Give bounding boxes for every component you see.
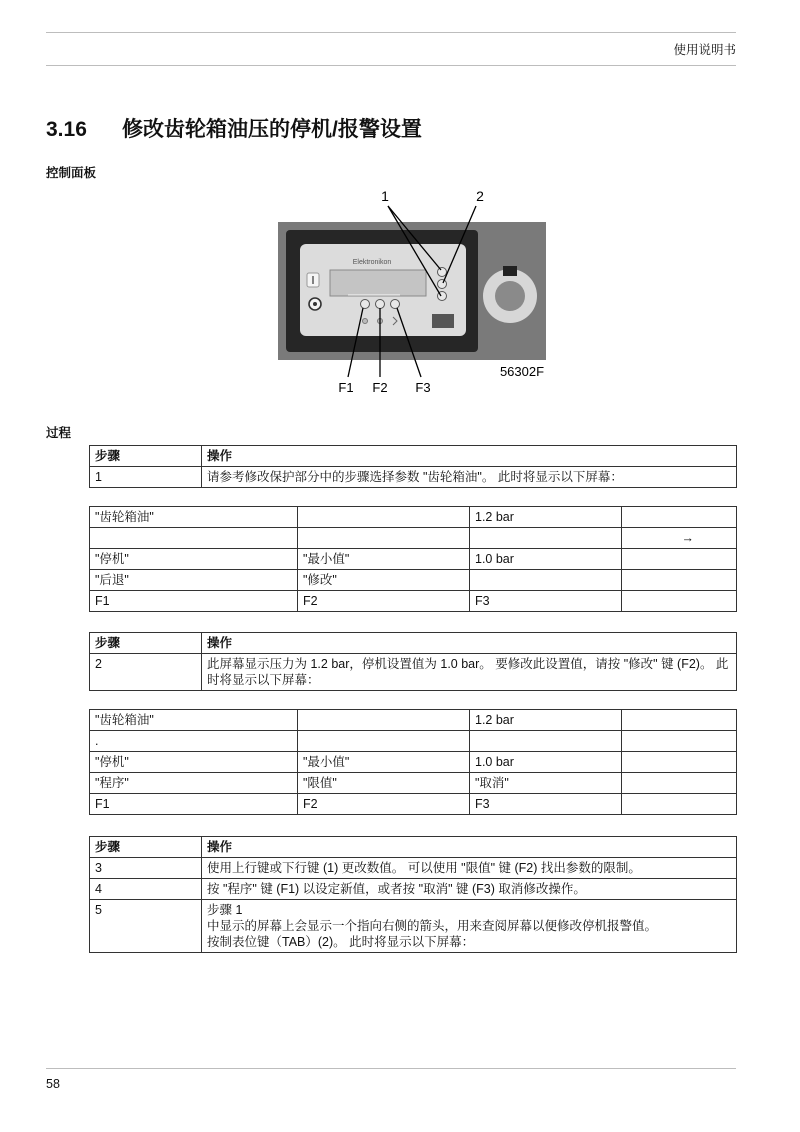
step-number: 4 [90, 879, 202, 900]
control-panel-figure [260, 184, 560, 396]
header-rule-bottom [46, 65, 736, 66]
header-action: 操作 [202, 633, 737, 654]
screen-cell [298, 507, 470, 528]
screen-cell: . [90, 731, 298, 752]
header-rule-top [46, 32, 736, 33]
table-row [90, 858, 737, 879]
f2-label: F2 [372, 380, 388, 395]
callout-1-label: 1 [381, 188, 389, 204]
emergency-stop-button [495, 281, 525, 311]
f1-label: F1 [338, 380, 354, 395]
control-panel-heading: 控制面板 [46, 166, 97, 180]
screen-row [90, 507, 737, 528]
screen-cell: 1.2 bar [470, 710, 622, 731]
screen-cell [622, 752, 737, 773]
table-row [90, 654, 737, 691]
screen-cell [90, 528, 298, 549]
screen-row [90, 773, 737, 794]
screen-cell: F3 [470, 794, 622, 815]
screen-cell: 1.0 bar [470, 752, 622, 773]
screen-cell: F2 [298, 591, 470, 612]
header-action: 操作 [202, 446, 737, 467]
screen-cell [622, 507, 737, 528]
table-row [90, 879, 737, 900]
screen-cell: "最小值" [298, 752, 470, 773]
screen-row [90, 528, 737, 549]
f1-key [361, 300, 370, 309]
section-heading: 修改齿轮箱油压的停机/报警设置 [122, 118, 422, 141]
step-number: 1 [90, 467, 202, 488]
screen-row [90, 752, 737, 773]
table-header-row [90, 633, 737, 654]
step-action-line: 按制表位键（TAB）(2)。 此时将显示以下屏幕： [207, 935, 475, 949]
footer-rule [46, 1068, 736, 1069]
f3-label: F3 [415, 380, 431, 395]
screen-cell: F1 [90, 591, 298, 612]
header-step: 步骤 [90, 446, 202, 467]
screen-cell [622, 710, 737, 731]
step-number: 5 [90, 900, 202, 953]
screen-cell: 1.0 bar [470, 549, 622, 570]
tab-key [438, 280, 447, 289]
screen-row [90, 570, 737, 591]
step-number: 3 [90, 858, 202, 879]
header-step: 步骤 [90, 837, 202, 858]
warning-label [503, 266, 517, 276]
screen-row [90, 591, 737, 612]
step-action-line: 中显示的屏幕上会显示一个指向右侧的箭头，用来查阅屏幕以便修改停机报警值。 [207, 919, 658, 933]
screen-cell [298, 710, 470, 731]
stop-button-core [313, 302, 317, 306]
table-row [90, 467, 737, 488]
table-header-row [90, 837, 737, 858]
screen-cell [622, 773, 737, 794]
step-table-1 [89, 445, 737, 488]
figure-id: 56302F [499, 364, 545, 379]
section-number: 3.16 [46, 118, 87, 141]
step-action: 此屏幕显示压力为 1.2 bar，停机设置值为 1.0 bar。 要修改此设置值，请按 "修改" 键 (F2)。 此时将显示以下屏幕： [202, 654, 737, 691]
screen-cell [298, 731, 470, 752]
status-led-1 [363, 319, 368, 324]
step-table-3 [89, 836, 737, 953]
step-number: 2 [90, 654, 202, 691]
callout-2-label: 2 [476, 188, 484, 204]
table-header-row [90, 446, 737, 467]
screen-cell [622, 549, 737, 570]
screen-row [90, 710, 737, 731]
up-key [438, 268, 447, 277]
f2-key [376, 300, 385, 309]
screen-cell: "齿轮箱油" [90, 710, 298, 731]
screen-table-1 [89, 506, 737, 612]
step-action [202, 900, 737, 953]
step-table-2 [89, 632, 737, 691]
table-row [90, 900, 737, 953]
header-action: 操作 [202, 837, 737, 858]
screen-cell [622, 591, 737, 612]
screen-row [90, 731, 737, 752]
section-title [46, 113, 422, 143]
screen-cell: "停机" [90, 549, 298, 570]
lcd-display [330, 270, 426, 296]
screen-table-2 [89, 709, 737, 815]
brand-label: Elektronikon [352, 259, 392, 266]
step-action: 请参考修改保护部分中的步骤选择参数 "齿轮箱油"。 此时将显示以下屏幕： [202, 467, 737, 488]
screen-cell [622, 794, 737, 815]
screen-cell: "齿轮箱油" [90, 507, 298, 528]
screen-cell [470, 731, 622, 752]
document-label: 使用说明书 [673, 43, 736, 57]
screen-cell: "修改" [298, 570, 470, 591]
right-arrow-icon: → [622, 528, 737, 549]
brand-logo [432, 314, 454, 328]
screen-cell: F3 [470, 591, 622, 612]
screen-cell [470, 528, 622, 549]
screen-cell: "停机" [90, 752, 298, 773]
screen-cell: F1 [90, 794, 298, 815]
process-heading: 过程 [46, 426, 72, 440]
screen-cell [298, 528, 470, 549]
f3-key [391, 300, 400, 309]
step-action-line: 步骤 1 [207, 903, 243, 917]
screen-cell [622, 570, 737, 591]
screen-cell: "限值" [298, 773, 470, 794]
step-action: 使用上行键或下行键 (1) 更改数值。 可以使用 "限值" 键 (F2) 找出参数的限制。 [202, 858, 737, 879]
page-number: 58 [46, 1077, 60, 1091]
screen-row [90, 549, 737, 570]
screen-cell: "程序" [90, 773, 298, 794]
screen-cell: F2 [298, 794, 470, 815]
screen-cell: "取消" [470, 773, 622, 794]
screen-cell: 1.2 bar [470, 507, 622, 528]
screen-cell: "最小值" [298, 549, 470, 570]
screen-cell: "后退" [90, 570, 298, 591]
header-step: 步骤 [90, 633, 202, 654]
screen-row [90, 794, 737, 815]
step-action: 按 "程序" 键 (F1) 以设定新值，或者按 "取消" 键 (F3) 取消修改操作。 [202, 879, 737, 900]
screen-cell [470, 570, 622, 591]
screen-cell [622, 731, 737, 752]
